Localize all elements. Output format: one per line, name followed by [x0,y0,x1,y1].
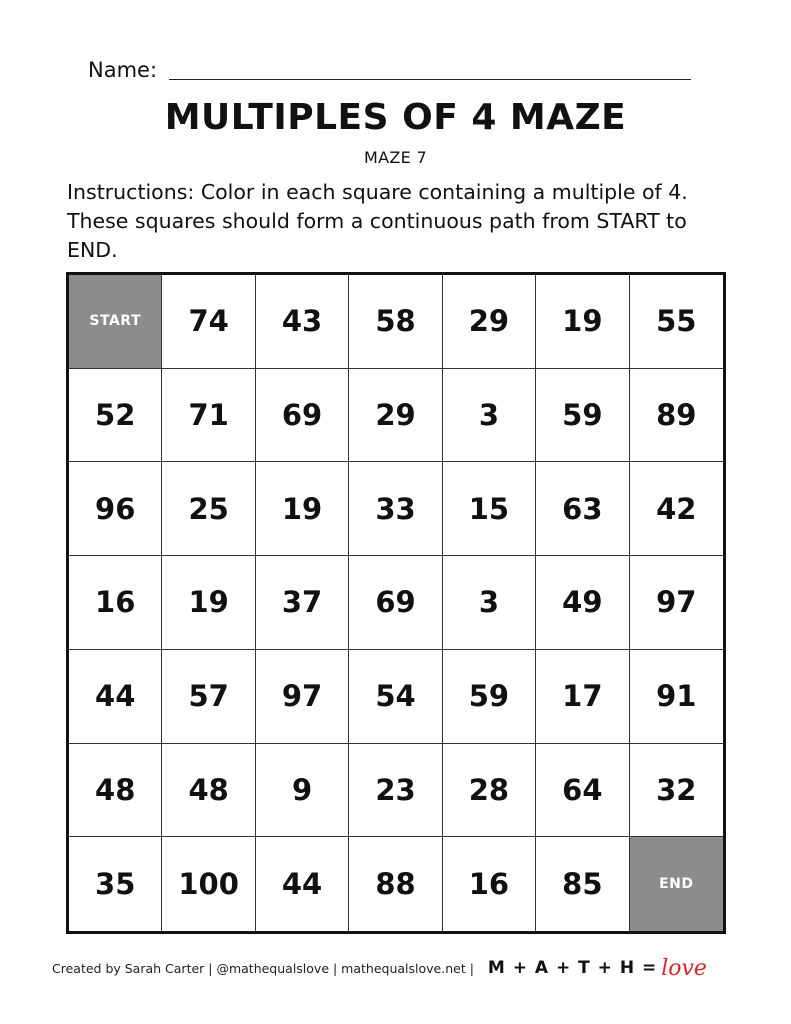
footer [52,956,707,980]
maze-cell[interactable]: 88 [349,837,442,931]
maze-cell[interactable]: 3 [443,556,536,650]
maze-cell[interactable]: 16 [69,556,162,650]
maze-cell[interactable]: 17 [536,650,629,744]
maze-cell[interactable]: 54 [349,650,442,744]
maze-cell[interactable]: 3 [443,369,536,463]
maze-cell[interactable]: 42 [630,462,723,556]
maze-cell[interactable]: 29 [443,275,536,369]
maze-number: MAZE 7 [364,148,427,167]
footer-credit: Created by Sarah Carter | @mathequalslove | mathequalslove.net | [52,960,474,976]
maze-cell[interactable]: 23 [349,744,442,838]
maze-cell[interactable]: 19 [162,556,255,650]
maze-cell[interactable]: 48 [69,744,162,838]
maze-cell[interactable]: 9 [256,744,349,838]
maze-cell[interactable]: 19 [536,275,629,369]
maze-cell[interactable]: 15 [443,462,536,556]
maze-cell[interactable]: 19 [256,462,349,556]
maze-cell[interactable]: 35 [69,837,162,931]
maze-cell[interactable]: 44 [256,837,349,931]
maze-cell[interactable]: 29 [349,369,442,463]
maze-cell[interactable]: 69 [256,369,349,463]
maze-cell[interactable]: 69 [349,556,442,650]
maze-cell[interactable]: 48 [162,744,255,838]
maze-grid [66,272,726,934]
page-title: MULTIPLES OF 4 MAZE [164,97,627,138]
start-cell[interactable]: START [69,275,162,369]
maze-cell[interactable]: 63 [536,462,629,556]
maze-cell[interactable]: 97 [256,650,349,744]
end-cell[interactable]: END [630,837,723,931]
maze-cell[interactable]: 49 [536,556,629,650]
maze-cell[interactable]: 71 [162,369,255,463]
name-line[interactable] [169,79,691,80]
maze-cell[interactable]: 44 [69,650,162,744]
maze-cell[interactable]: 43 [256,275,349,369]
name-label: Name: [88,58,158,82]
maze-cell[interactable]: 91 [630,650,723,744]
brand-text: M + A + T + H = [487,958,658,978]
maze-cell[interactable]: 59 [536,369,629,463]
maze-cell[interactable]: 96 [69,462,162,556]
brand-logo [488,956,707,981]
instructions: Instructions: Color in each square containing a multiple of 4. These squares should form a continuous path from START to END. [67,180,688,262]
maze-cell[interactable]: 59 [443,650,536,744]
maze-cell[interactable]: 16 [443,837,536,931]
maze-cell[interactable]: 58 [349,275,442,369]
maze-cell[interactable]: 85 [536,837,629,931]
maze-cell[interactable]: 97 [630,556,723,650]
maze-cell[interactable]: 74 [162,275,255,369]
maze-cell[interactable]: 55 [630,275,723,369]
name-row [88,58,691,82]
maze-cell[interactable]: 100 [162,837,255,931]
maze-cell[interactable]: 57 [162,650,255,744]
maze-cell[interactable]: 64 [536,744,629,838]
maze-cell[interactable]: 89 [630,369,723,463]
maze-cell[interactable]: 37 [256,556,349,650]
maze-cell[interactable]: 25 [162,462,255,556]
brand-love: love [661,955,707,981]
maze-cell[interactable]: 52 [69,369,162,463]
maze-cell[interactable]: 32 [630,744,723,838]
maze-cell[interactable]: 28 [443,744,536,838]
maze-cell[interactable]: 33 [349,462,442,556]
